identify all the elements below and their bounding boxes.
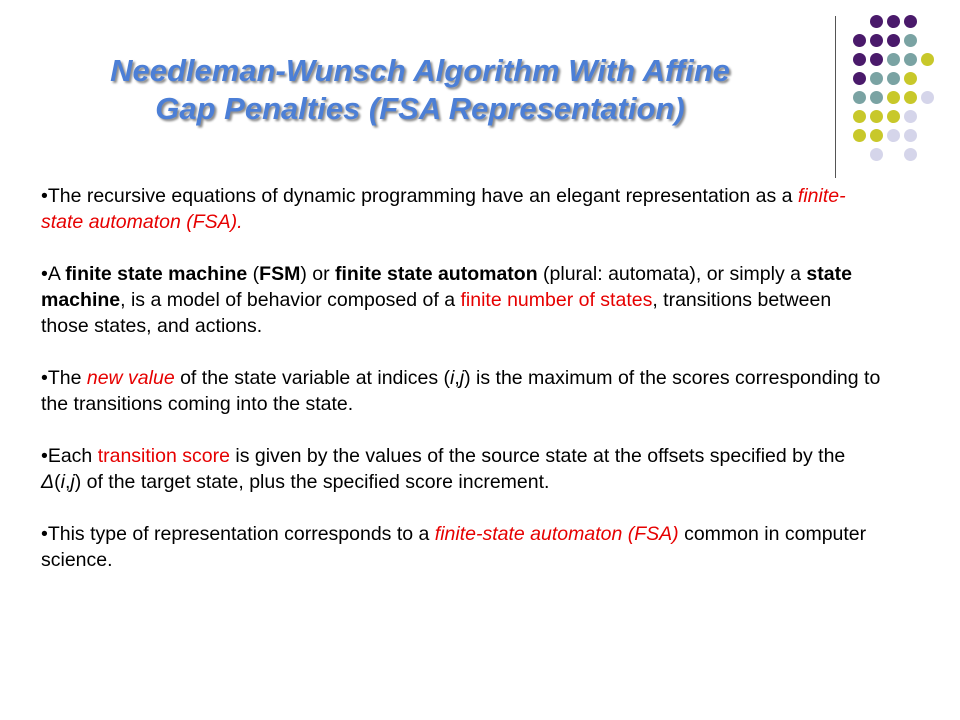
decorative-dot (887, 110, 900, 123)
decorative-dot (904, 110, 917, 123)
italic-variable: j (459, 367, 465, 389)
bold-term: finite state automaton (335, 263, 538, 285)
text-run: The (47, 367, 87, 389)
bold-term: finite state machine (65, 263, 248, 285)
italic-variable: Δ (41, 471, 55, 493)
decorative-dot (870, 110, 883, 123)
text-run: , (454, 367, 460, 389)
decorative-dot (853, 110, 866, 123)
text-run: This type of representation corresponds to a (47, 523, 435, 545)
bold-term: FSM (259, 263, 301, 285)
decorative-dot (887, 53, 900, 66)
highlight-term: transition score (97, 445, 230, 467)
decorative-dot (853, 91, 866, 104)
bullet-paragraph-new-value (41, 365, 881, 417)
slide-body (41, 183, 881, 599)
highlight-term: finite number of states (460, 289, 653, 311)
italic-variable: i (60, 471, 65, 493)
text-run: ) of the target state, plus the specified score increment. (74, 471, 550, 493)
decorative-dot (870, 91, 883, 104)
text-run: ( (54, 471, 61, 493)
text-run: A (47, 263, 66, 285)
text-run: of the state variable at indices ( (174, 367, 450, 389)
decorative-dot (870, 148, 883, 161)
highlight-term: new value (86, 367, 175, 389)
text-run: , (64, 471, 71, 493)
bold-term: state machine (41, 263, 852, 311)
text-run: ) or (300, 263, 336, 285)
decorative-dot (853, 129, 866, 142)
bullet-paragraph-transition-score (41, 443, 881, 495)
text-run: ) is the maximum of the scores corresponding to the transitions coming into the state. (41, 367, 881, 415)
highlight-term: finite-state automaton (FSA) (434, 523, 679, 545)
decorative-dot (887, 129, 900, 142)
bullet-paragraph-fsa-intro (41, 183, 881, 235)
text-run: Each (47, 445, 98, 467)
decorative-dot (853, 72, 866, 85)
text-run: common in computer science. (41, 523, 867, 571)
decorative-dot (887, 72, 900, 85)
decorative-dot (904, 53, 917, 66)
text-run: is given by the values of the source state at the offsets specified by the (229, 445, 846, 467)
decorative-dot (904, 129, 917, 142)
decorative-dot (853, 53, 866, 66)
bullet-paragraph-fsm-definition (41, 261, 881, 339)
decorative-dot (921, 53, 934, 66)
bullet-glyph: • (41, 367, 48, 389)
text-run: , is a model of behavior composed of a (120, 289, 461, 311)
decorative-dot (870, 34, 883, 47)
decorative-dot (904, 91, 917, 104)
decorative-dot (870, 129, 883, 142)
decorative-dot (904, 72, 917, 85)
text-run: The recursive equations of dynamic programming have an elegant representation as a (47, 185, 798, 207)
bullet-glyph: • (41, 445, 48, 467)
decorative-dot (921, 91, 934, 104)
decorative-dot (870, 53, 883, 66)
slide-title (20, 52, 820, 128)
decorative-dot (870, 15, 883, 28)
decorative-vertical-line (835, 16, 836, 178)
decorative-dot (904, 34, 917, 47)
decorative-dot (853, 34, 866, 47)
text-run: (plural: automata), or simply a (537, 263, 807, 285)
decorative-dot (887, 34, 900, 47)
decorative-dot (904, 148, 917, 161)
text-run: , transitions between those states, and actions. (41, 289, 832, 337)
italic-variable: j (70, 471, 75, 493)
slide-title-line-2: Gap Penalties (FSA Representation) (155, 91, 685, 126)
text-run: ( (247, 263, 260, 285)
decorative-dot (887, 91, 900, 104)
highlight-term: finite-state automaton (FSA). (41, 185, 846, 233)
decorative-dot (887, 15, 900, 28)
italic-variable: i (450, 367, 455, 389)
bullet-glyph: • (41, 523, 48, 545)
bullet-glyph: • (41, 185, 48, 207)
bullet-glyph: • (41, 263, 48, 285)
bullet-paragraph-representation-type (41, 521, 881, 573)
decorative-dot-grid (848, 12, 948, 152)
slide-title-line-1: Needleman-Wunsch Algorithm With Affine (110, 53, 730, 88)
decorative-dot (870, 72, 883, 85)
decorative-dot (904, 15, 917, 28)
